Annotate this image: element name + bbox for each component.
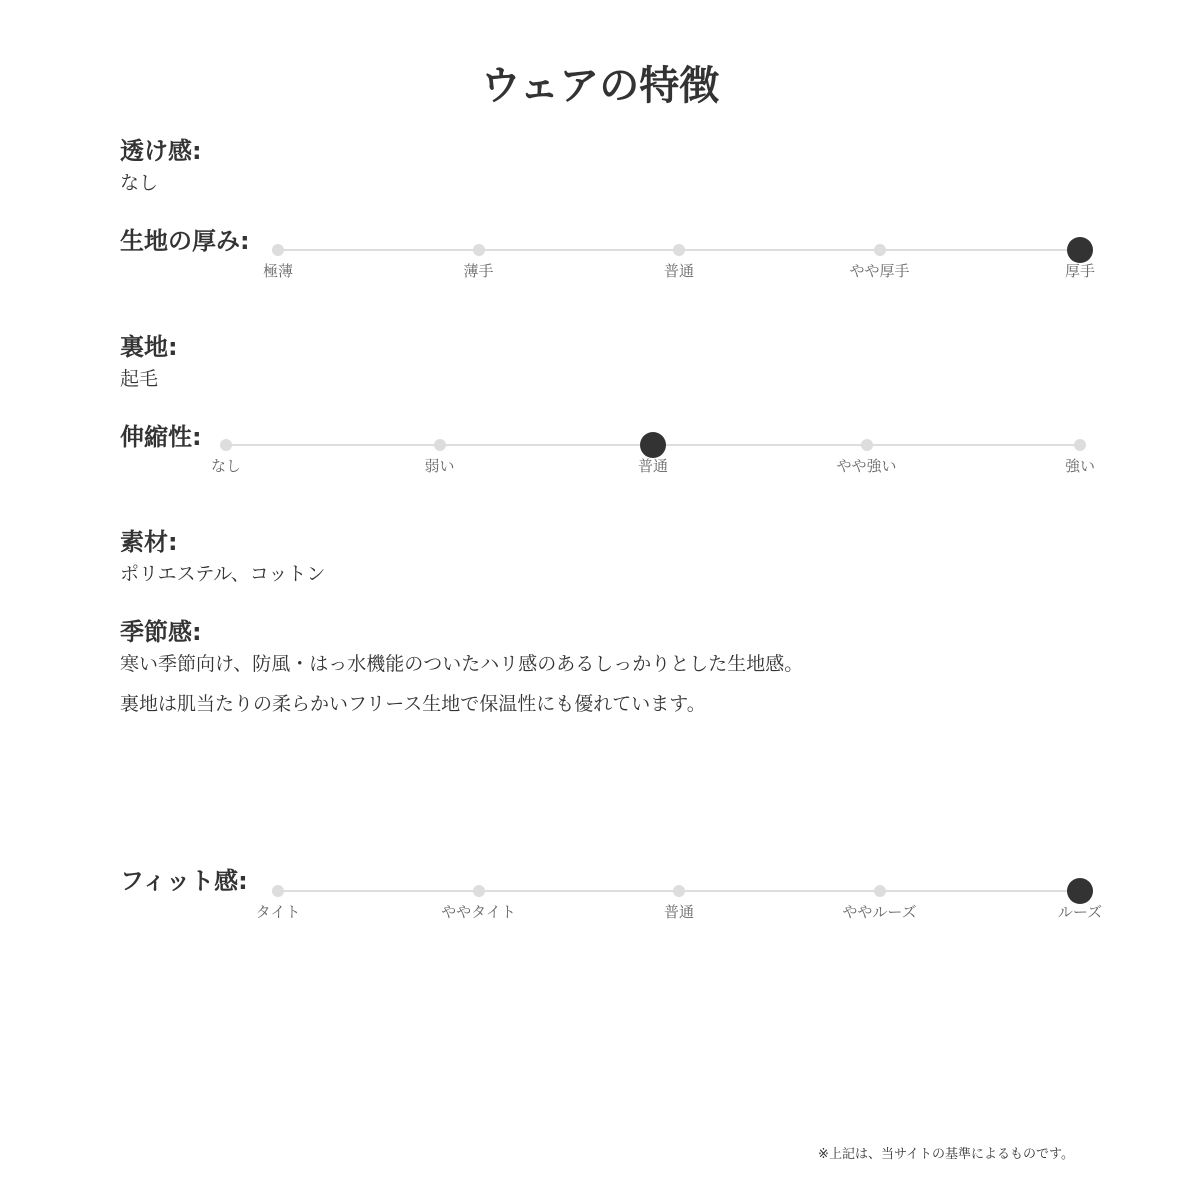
sheer-label: 透け感: [120,137,202,165]
stretch-scale [210,436,1095,486]
thickness-option-label: 普通 [663,262,694,280]
page-title: ウェアの特徴 [480,63,720,109]
fit-dot [272,885,284,897]
thickness-option-label: やや厚手 [849,262,910,280]
material-value: ポリエステル、コットン [120,563,326,585]
thickness-dot [874,244,886,256]
season-label: 季節感: [120,618,202,646]
stretch-option-label: 普通 [637,457,668,475]
material-label: 素材: [120,528,178,556]
season-line-1: 寒い季節向け、防風・はっ水機能のついたハリ感のあるしっかりとした生地感。 [120,653,804,675]
lining-label: 裏地: [120,333,178,361]
stretch-option-label: なし [210,457,241,475]
thickness-label: 生地の厚み: [120,227,250,255]
thickness-selected-dot [1067,237,1093,263]
thickness-option-label: 薄手 [463,262,494,280]
fit-option-label: ややルーズ [842,903,917,921]
fit-option-label: ルーズ [1057,903,1103,921]
thickness-option-label: 極薄 [262,262,293,280]
stretch-label: 伸縮性: [120,423,202,451]
fit-label: フィット感: [120,867,248,895]
fit-option-label: タイト [255,903,301,921]
fit-option-label: 普通 [663,903,694,921]
thickness-scale [262,241,1095,291]
thickness-dot [272,244,284,256]
thickness-option-label: 厚手 [1064,262,1095,280]
stretch-option-label: 弱い [424,457,455,475]
stretch-dot [434,439,446,451]
stretch-option-label: やや強い [836,457,897,475]
thickness-dot [673,244,685,256]
fit-dot [473,885,485,897]
fit-selected-dot [1067,878,1093,904]
stretch-option-label: 強い [1064,457,1095,475]
fit-scale [255,882,1103,932]
sheer-value: なし [120,172,159,194]
fit-option-label: ややタイト [441,903,516,921]
thickness-dot [473,244,485,256]
stretch-dot [861,439,873,451]
season-line-2: 裏地は肌当たりの柔らかいフリース生地で保温性にも優れています。 [120,693,706,715]
stretch-dot [1074,439,1086,451]
fit-dot [673,885,685,897]
lining-value: 起毛 [120,368,159,390]
stretch-dot [220,439,232,451]
stretch-selected-dot [640,432,666,458]
footnote: ※上記は、当サイトの基準によるものです。 [818,1147,1074,1162]
fit-dot [874,885,886,897]
